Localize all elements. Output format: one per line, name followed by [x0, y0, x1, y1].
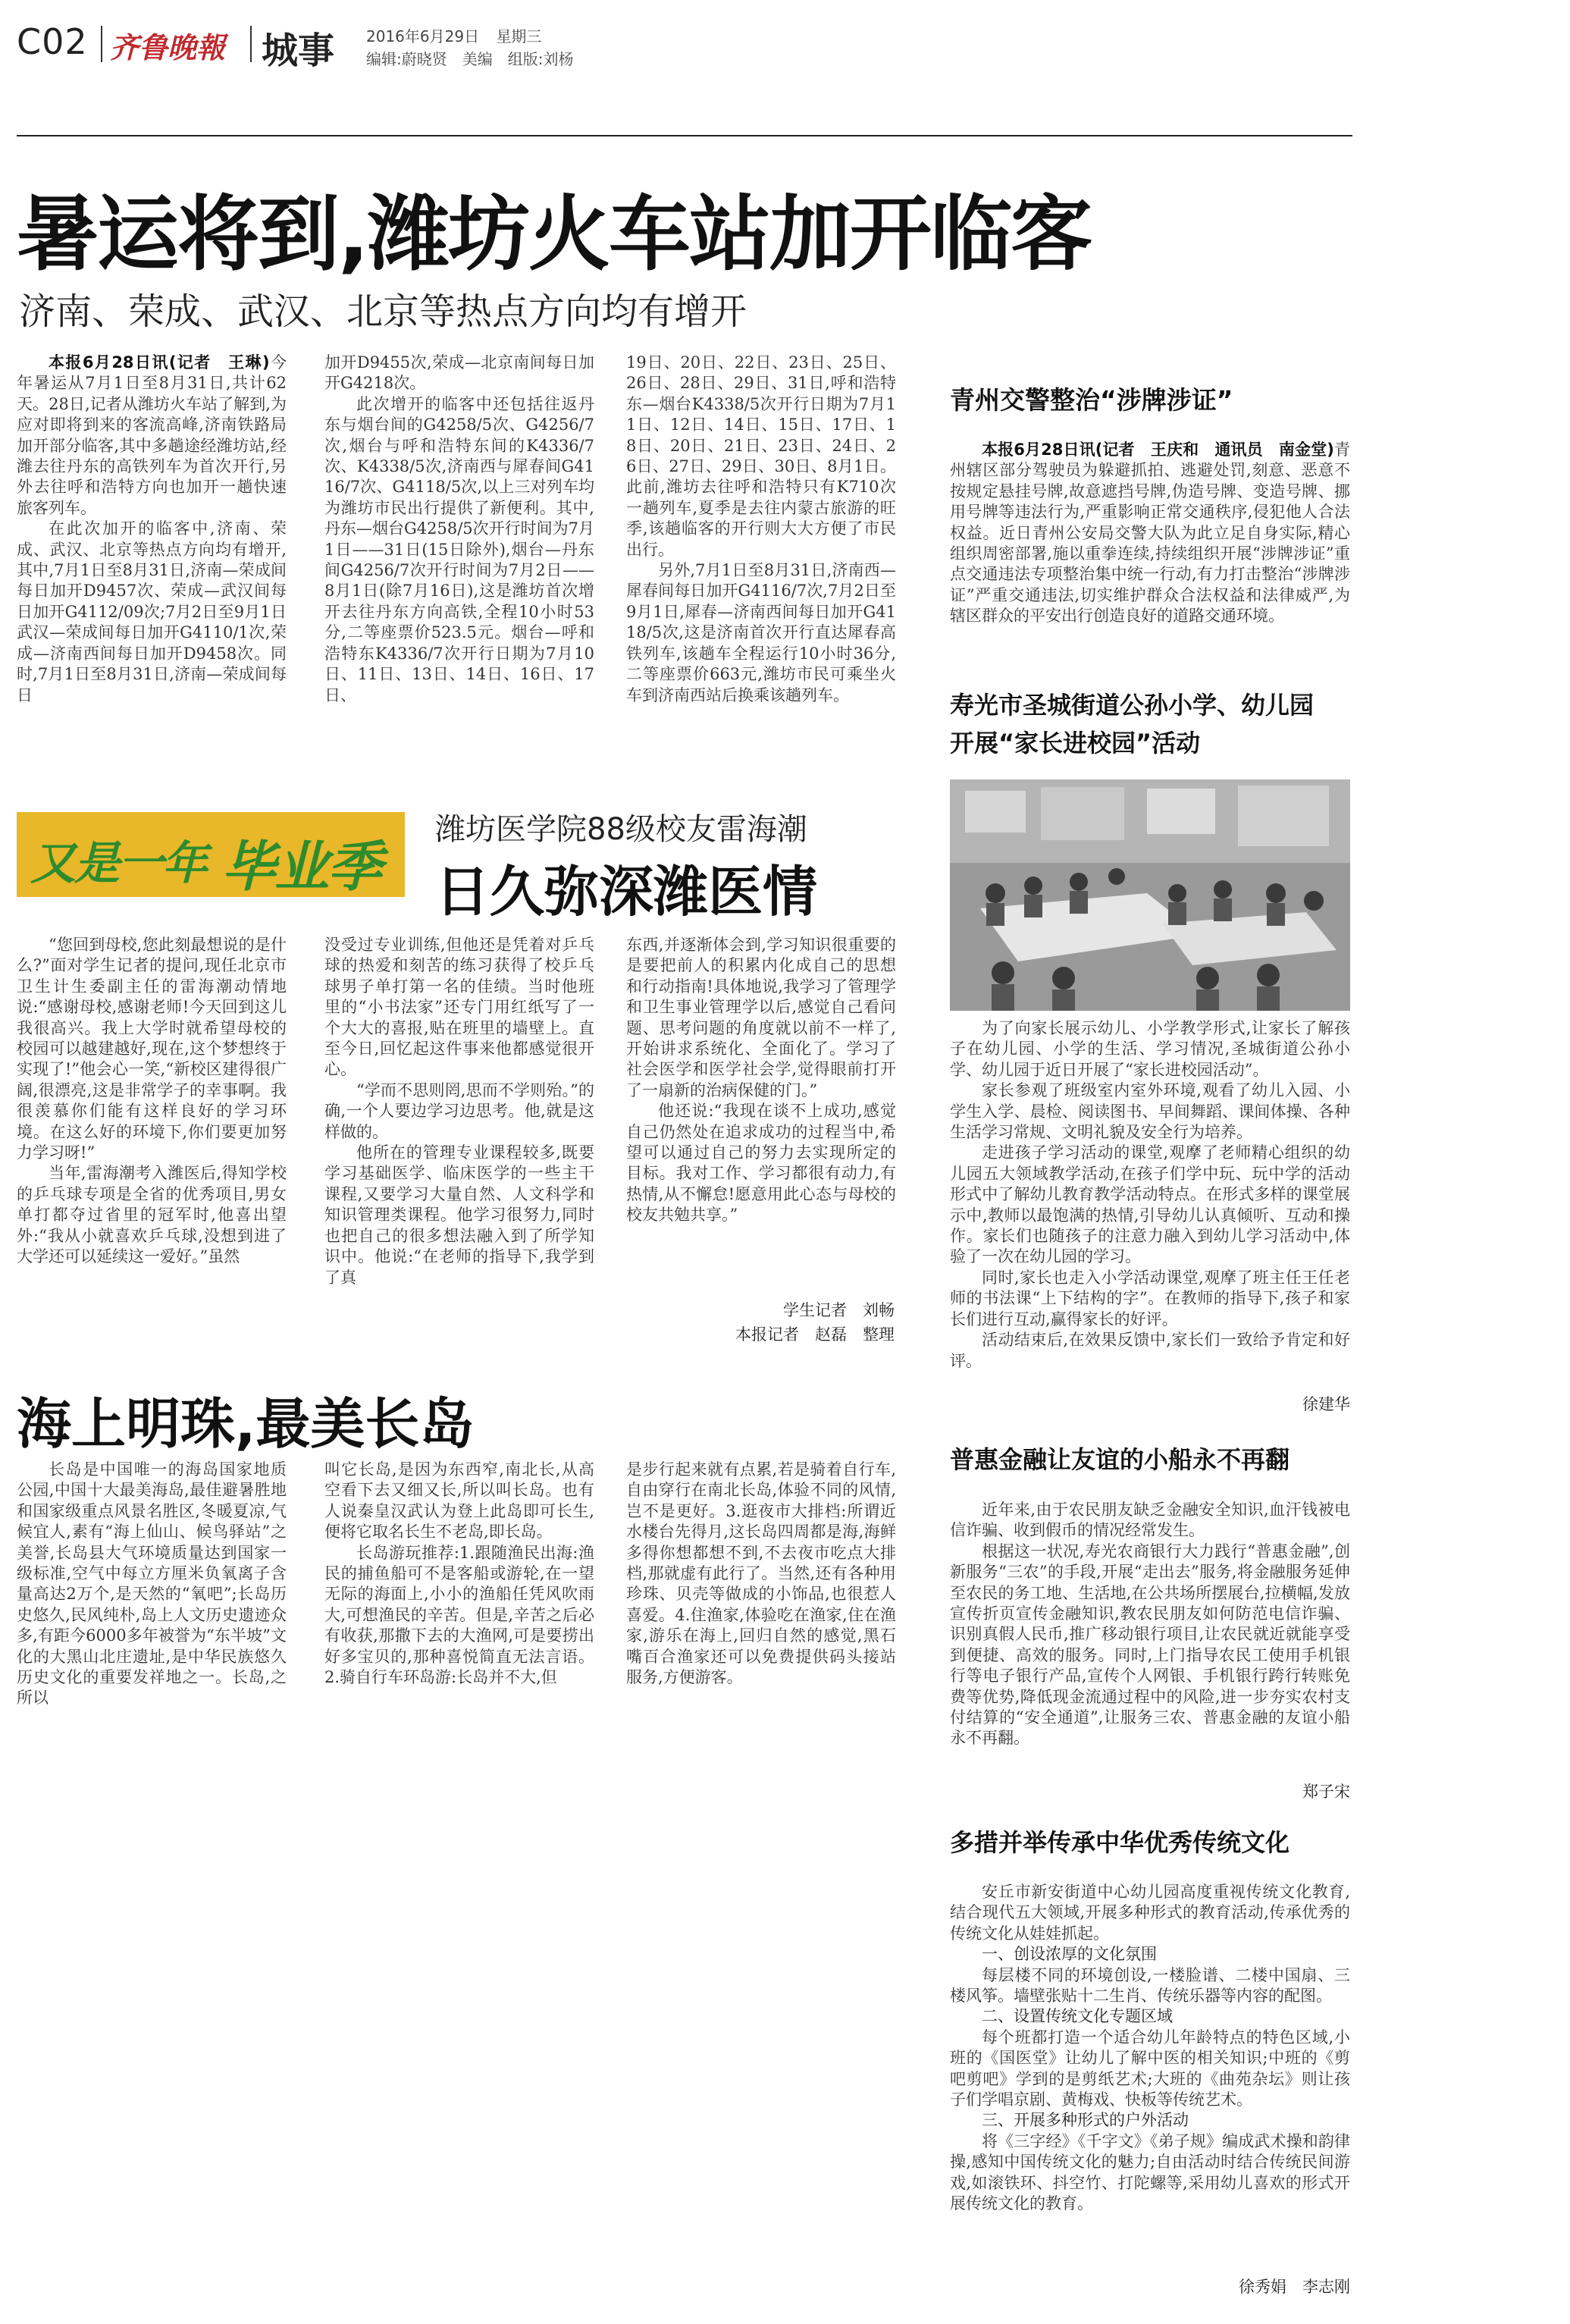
header-rule [17, 135, 1352, 136]
paragraph: 同时,家长也走入小学活动课堂,观摩了班主任王任老师的书法课“上下结构的字”。在教师的指导下,孩子和家长们进行互动,赢得家长的好评。 [950, 1268, 1350, 1328]
banner-title: 毕业季 [221, 835, 381, 899]
byline: 本报6月28日讯(记者 王琳) [49, 353, 270, 372]
sidebar-title: 寿光市圣城街道公孙小学、幼儿园 [950, 691, 1315, 720]
paragraph: 是步行起来就有点累,若是骑着自行车,自由穿行在南北长岛,体验不同的风情,岂不是更好。3.逛夜市大排档:所谓近水楼台先得月,这长岛四周都是海,海鲜多得你想都想不到,不去夜市吃点大排档,那就虚有此行了。当然,还有各种用珍珠、贝壳等做成的小饰品,也很惹人喜爱。4.住渔家,体验吃在渔家,住在渔家,游乐在海上,回归自然的感觉,黑石嘴百合渔家还可以免费提供码头接站服务,方便游客。 [626, 1460, 896, 1687]
article2-column-1 [17, 935, 287, 1344]
article-headline: 暑运将到,潍坊火车站加开临客 [17, 187, 1092, 282]
sidebar2-body [950, 1018, 1350, 1370]
paragraph: 长岛是中国唯一的海岛国家地质公园,中国十大最美海岛,最佳避暑胜地和国家级重点风景名胜区,冬暖夏凉,气候宜人,素有“海上仙山、候鸟驿站”之美誉,长岛县大气环境质量达到国家一级标准,空气中每立方厘米负氧离子含量高达2万个,是天然的“氧吧”;长岛历史悠久,民风纯朴,岛上人文历史遗迹众多,有距今6000多年被誉为“东半坡”文化的大黑山北庄遗址,是中华民族悠久历史文化的重要发祥地之一。长岛,之所以 [17, 1460, 287, 1708]
paragraph: 将《三字经》《千字文》《弟子规》编成武术操和韵律操,感知中国传统文化的魅力;自由活动时结合传统民间游戏,如滚铁环、抖空竹、打陀螺等,采用幼儿喜欢的形式开展传统文化的教育。 [950, 2131, 1350, 2213]
date-text: 2016年6月29日 [366, 27, 480, 45]
sidebar-title: 普惠金融让友谊的小船永不再翻 [950, 1445, 1290, 1474]
page-header [0, 0, 1570, 76]
sidebar-title: 青州交警整治“涉牌涉证” [950, 385, 1233, 415]
paragraph: 活动结束后,在效果反馈中,家长们一致给予肯定和好评。 [950, 1331, 1350, 1370]
header-divider [250, 26, 252, 62]
paragraph: 当年,雷海潮考入潍医后,得知学校的乒乓球专项是全省的优秀项目,男女单打都夺过省里的冠军时,他喜出望外:“我从小就喜欢乒乓球,没想到进了大学还可以延续这一爱好。”虽然 [17, 1164, 287, 1266]
article2-column-2 [324, 935, 594, 1344]
author-signature: 郑子宋 [1302, 1783, 1350, 1801]
paragraph: 每层楼不同的环境创设,一楼脸谱、二楼中国扇、三楼风筝。墙壁张贴十二生肖、传统乐器等内容的配图。 [950, 1965, 1350, 2006]
author-signature: 徐秀娟 李志刚 [1239, 2278, 1350, 2296]
article2-column-3 [626, 935, 896, 1284]
paragraph: 安丘市新安街道中心幼儿园高度重视传统文化教育,结合现代五大领域,开展多种形式的教育活动,传承优秀的传统文化从娃娃抓起。 [950, 1883, 1350, 1943]
paragraph: 此次增开的临客中还包括往返丹东与烟台间的G4258/5次、G4256/7次,烟台与呼和浩特东间的K4336/7次、K4338/5次,济南西与犀春间G4116/7次、G4118/5次,以上三对列车均为潍坊市民出行提供了新便利。其中,丹东—烟台G4258/5次开行时间为7月1日——31日(15日除外),烟台—丹东间G4256/7次开行时间为7月2日——8月1日(除7月16日),这是潍坊首次增开去往丹东方向高铁,全程10小时53分,二等座票价523.5元。烟台—呼和浩特东K4336/7次开行日期为7月10日、11日、13日、14日、16日、17日、 [324, 394, 595, 704]
sidebar-title: 多措并举传承中华优秀传统文化 [950, 1828, 1290, 1857]
header-divider [101, 26, 102, 62]
article1-column-3 [626, 353, 896, 777]
paragraph: 走进孩子学习活动的课堂,观摩了老师精心组织的幼儿园五大领域教学活动,在孩子们学中玩、玩中学的活动形式中了解幼儿教育教学活动特点。在形式多样的课堂展示中,教师以最饱满的热情,引导幼儿认真倾听、互动和操作。家长们也随孩子的注意力融入到幼儿学习活动中,体验了一次在幼儿园的学习。 [950, 1143, 1350, 1266]
paragraph: 家长参观了班级室内室外环境,观看了幼儿入园、小学生入学、晨检、阅读图书、早间舞蹈、课间体操、各种生活学习常规、文明礼貌及安全行为培养。 [950, 1081, 1350, 1142]
article3-column-2 [324, 1460, 594, 1759]
sidebar4-body [950, 1882, 1350, 2276]
author-signature: 徐建华 [1302, 1395, 1350, 1413]
banner-prefix: 又是一年 [30, 837, 206, 890]
author-signature: 本报记者 赵磊 整理 [735, 1325, 895, 1344]
section-title: 城事 [262, 30, 335, 72]
paragraph: 在此次加开的临客中,济南、荣成、武汉、北京等热点方向均有增开,其中,7月1日至8月31日,济南—荣成间每日加开D9457次、荣成—武汉间每日加开G4112/09次;7月2日至9月1日武汉—荣成间每日加开G4110/1次,荣成—济南西间每日加开D9458次。同时,7月1日至8月31日,济南—荣成间每日 [17, 519, 287, 704]
sidebar-title: 开展“家长进校园”活动 [950, 729, 1201, 757]
article3-column-3 [626, 1460, 896, 1759]
paragraph: “您回到母校,您此刻最想说的是什么?”面对学生记者的提问,现任北京市卫生计生委副主任的雷海潮动情地说:“感谢母校,感谢老师!今天回到这儿我很高兴。我上大学时就希望母校的校园可以越建越好,现在,这个梦想终于实现了!”他会心一笑,“新校区建得很广阔,很漂亮,这是非常学子的幸事啊。我很羡慕你们能有这样良好的学习环境。在这么好的环境下,你们要更加努力学习呀!” [17, 936, 287, 1162]
sidebar3-body [950, 1500, 1350, 1788]
paragraph [17, 353, 287, 519]
section-heading: 三、开展多种形式的户外活动 [982, 2111, 1189, 2130]
paragraph: 长岛游玩推荐:1.跟随渔民出海:渔民的捕鱼船可不是客船或游轮,在一望无际的海面上,小小的渔船任凭风吹雨大,可想渔民的辛苦。但是,辛苦之后必有收获,那撒下去的大渔网,可是要捞出好多宝贝的,那种喜悦简直无法言语。2.骑自行车环岛游:长岛并不大,但 [324, 1543, 594, 1687]
newspaper-logo: 齐鲁晚報 [110, 30, 226, 64]
kindergarten-photo [950, 779, 1350, 1011]
article-headline: 日久弥深潍医情 [435, 860, 818, 924]
paragraph: 根据这一状况,寿光农商银行大力践行“普惠金融”,创新服务“三农”的手段,开展“走出去”服务,将金融服务延伸至农民的务工地、生活地,在公共场所摆展台,拉横幅,发放宣传折页宣传金融知识,教农民朋友如何防范电信诈骗、识别真假人民币,推广移动银行项目,让农民就近就能享受到便捷、高效的服务。同时,上门指导农民工使用手机银行等电子银行产品,宣传个人网银、手机银行跨行转账免费等优势,降低现金流通过程中的风险,进一步夯实农村支付结算的“安全通道”,让服务三农、普惠金融的友谊小船永不再翻。 [950, 1541, 1350, 1748]
graduation-banner [17, 812, 405, 897]
paragraph [950, 440, 1350, 627]
paragraph: 没受过专业训练,但他还是凭着对乒乓球的热爱和刻苦的练习获得了校乒乓球男子单打第一名的佳绩。当时他班里的“小书法家”还专门用红纸写了一个大大的喜报,贴在班里的墙壁上。直至今日,回忆起这件事来他都感觉很开心。 [324, 936, 594, 1079]
editor-credits: 编辑:蔚晓贤 美编 组版:刘杨 [366, 50, 574, 68]
paragraph: 他所在的管理专业课程较多,既要学习基础医学、临床医学的一些主干课程,又要学习大量自然、人文科学和知识管理类课程。他学习很努力,同时也把自己的很多想法融入到了所学知识中。他说:“在老师的指导下,我学到了真 [324, 1143, 594, 1287]
paragraph: 加开D9455次,荣成—北京南间每日加开G4218次。 [324, 353, 594, 393]
article-kicker: 潍坊医学院88级校友雷海潮 [435, 812, 807, 847]
paragraph: “学而不思则罔,思而不学则殆。”的确,一个人要边学习边思考。他,就是这样做的。 [324, 1080, 594, 1141]
sidebar1-body [950, 440, 1350, 671]
paragraph: 叫它长岛,是因为东西窄,南北长,从高空看下去又细又长,所以叫长岛。也有人说秦皇汉武认为登上此岛即可长生,便将它取名长生不老岛,即长岛。 [324, 1460, 594, 1541]
paragraph: 近年来,由于农民朋友缺乏金融安全知识,血汗钱被电信诈骗、收到假币的情况经常发生。 [950, 1501, 1350, 1540]
article-headline: 海上明珠,最美长岛 [17, 1392, 475, 1456]
section-heading: 二、设置传统文化专题区域 [982, 2007, 1173, 2026]
article-subheadline: 济南、荣成、武汉、北京等热点方向均有增开 [19, 290, 747, 333]
article1-column-2 [324, 353, 594, 777]
paragraph: 另外,7月1日至8月31日,济南西—犀春间每日加开G4116/7次,7月2日至9月1日,犀春—济南西间每日加开G4118/5次,这是济南首次开行直达犀春高铁列车,该趟车全程运行10小时36分,二等座票价663元,潍坊市民可乘坐火车到济南西站后换乘该趟列车。 [626, 561, 896, 704]
article1-column-1 [17, 353, 287, 777]
paragraph: 每个班都打造一个适合幼儿年龄特点的特色区域,小班的《国医堂》让幼儿了解中医的相关知识;中班的《剪吧剪吧》学到的是剪纸艺术;大班的《曲苑杂坛》则让孩子们学唱京剧、黄梅戏、快板等传统艺术。 [950, 2028, 1350, 2109]
paragraph: 19日、20日、22日、23日、25日、26日、28日、29日、31日,呼和浩特东—烟台K4338/5次开行日期为7月11日、12日、14日、15日、17日、18日、20日、21日、23日、24日、26日、27日、29日、30日、8月1日。此前,潍坊去往呼和浩特只有K710次一趟列车,夏季是去往内蒙古旅游的旺季,该趟临客的开行则大大方便了市民出行。 [626, 353, 896, 559]
article3-column-1 [17, 1460, 287, 1759]
weekday-text: 星期三 [496, 27, 542, 45]
issue-date [366, 24, 541, 46]
byline: 本报6月28日讯(记者 王庆和 通讯员 南金堂) [982, 441, 1334, 459]
section-heading: 一、创设浓厚的文化氛围 [982, 1945, 1157, 1964]
page-code: C02 [17, 21, 88, 62]
paragraph-text: 今年暑运从7月1日至8月31日,共计62天。28日,记者从潍坊火车站了解到,为应对即将到来的客流高峰,济南铁路局加开部分临客,其中多趟途经潍坊站,经潍去往丹东的高铁列车为首次开行,另外去往呼和浩特方向也加开一趟快速旅客列车。 [17, 353, 287, 517]
classroom-photo-illustration [950, 779, 1350, 1011]
paragraph: 为了向家长展示幼儿、小学教学形式,让家长了解孩子在幼儿园、小学的生活、学习情况,圣城街道公孙小学、幼儿园于近日开展了“家长进校园活动”。 [950, 1019, 1350, 1079]
author-signature: 学生记者 刘畅 [783, 1301, 895, 1319]
paragraph: 东西,并逐渐体会到,学习知识很重要的是要把前人的积累内化成自己的思想和行动指南!具体地说,我学习了管理学和卫生事业管理学以后,感觉自己看问题、思考问题的角度就以前不一样了,开始讲求系统化、全面化了。学习了社会医学和医学社会学,觉得眼前打开了一扇新的治病保健的门。” [626, 936, 896, 1099]
paragraph-text: 青州辖区部分驾驶员为躲避抓拍、逃避处罚,刻意、恶意不按规定悬挂号牌,故意遮挡号牌,伪造号牌、变造号牌、挪用号牌等违法行为,严重影响正常交通秩序,侵犯他人合法权益。近日青州公安局交警大队为此立足自身实际,精心组织周密部署,施以重拳连续,持续组织开展“涉牌涉证”重点交通违法专项整治集中统一行动,有力打击整治“涉牌涉证”严重交通违法,切实维护群众合法权益和法律威严,为辖区群众的平安出行创造良好的道路交通环境。 [950, 441, 1351, 626]
paragraph: 他还说:“我现在谈不上成功,感觉自己仍然处在追求成功的过程当中,希望可以通过自己的努力去实现所定的目标。我对工作、学习都很有动力,有热情,从不懈怠!愿意用此心态与母校的校友共勉共享。” [626, 1102, 896, 1225]
